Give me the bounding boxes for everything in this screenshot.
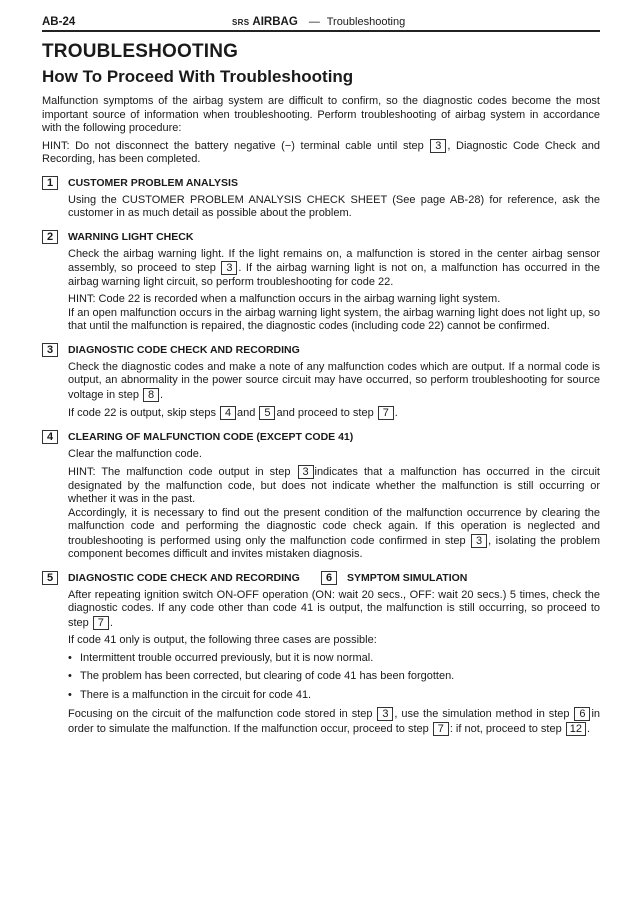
step-ref-box: 3 (471, 534, 487, 548)
text-run: . (160, 388, 164, 401)
text-run: If code 22 is output, skip steps (68, 407, 220, 419)
text-run: HINT: The malfunction code output in step (68, 466, 297, 478)
focus-text (68, 707, 600, 736)
case-item: • Intermittent trouble occurred previously, but it is now normal. (68, 652, 600, 666)
step-text: Clear the malfunction code. (68, 447, 202, 460)
text-run: Check the airbag warning light. If the light remains on, a malfunction is stored in the center airbag sensor assembly, so proceed to step (68, 247, 600, 274)
step-text (68, 248, 600, 290)
page-title: TROUBLESHOOTING (42, 41, 239, 62)
step-hint (68, 465, 600, 507)
text-run: After repeating ignition switch ON-OFF operation (ON: wait 20 secs., OFF: wait 20 secs.) 5 times, check the diagnostic codes. If any code other than code 41 is output, the malfunction is still occurring, so proceed to step (68, 588, 600, 629)
page-number: AB-24 (42, 16, 76, 28)
step-text (68, 361, 600, 403)
step-ref-box: 3 (298, 465, 314, 479)
step-body (68, 248, 600, 334)
text-run: and (237, 407, 256, 419)
text-run: : if not, proceed to step (449, 722, 565, 735)
text-run: . (587, 722, 591, 735)
step-ref-box: 4 (220, 406, 236, 420)
step-text (68, 589, 600, 631)
cases-list (68, 652, 600, 703)
step-5-heading (42, 571, 321, 585)
step-4 (42, 430, 600, 562)
step-number-box: 5 (42, 571, 58, 585)
step-text: Using the CUSTOMER PROBLEM ANALYSIS CHECK SHEET (See page AB-28) for reference, ask the customer in as much detail as possible about the problem. (68, 193, 600, 219)
text-run: and proceed to step (276, 407, 377, 419)
text-run: Accordingly, it is necessary to find out the present condition of the malfunction occurrence by clearing the malfunction code and performing the diagnostic code check again. If this operation is neglected and troubleshooting is performed using only the malfunction code confirmed in step (68, 506, 600, 547)
step-title: CUSTOMER PROBLEM ANALYSIS (68, 176, 238, 189)
section-name: AIRBAG (252, 16, 298, 28)
text-run: indicates that a malfunction has occurred in the circuit designated by the malfunction code, but does not indicate whether the malfunction is still occurring or whether it was in the past. (68, 466, 600, 505)
step-title: DIAGNOSTIC CODE CHECK AND RECORDING (68, 571, 300, 584)
text-run: Check the diagnostic codes and make a note of any malfunction codes which are output. If a normal code is output, an abnormality in the power source circuit may have occurred, so perform troubleshooting for source voltage in step (68, 360, 600, 401)
step-2 (42, 230, 600, 334)
step-body (68, 194, 600, 221)
step-number-box: 2 (42, 230, 58, 244)
step-1 (42, 176, 600, 221)
step-heading (42, 430, 600, 444)
step-heading-pair (42, 571, 600, 585)
text-run: , use the simulation method in step (394, 708, 574, 720)
intro-paragraph: Malfunction symptoms of the airbag system are difficult to confirm, so the diagnostic codes become the most important source of information when troubleshooting. Perform troubleshooting of airbag system in accordance with the following procedure: (42, 95, 600, 134)
document-page (42, 10, 600, 745)
step-number-box: 1 (42, 176, 58, 190)
header-dash: — (308, 16, 320, 28)
running-header (42, 10, 600, 32)
step-ref-box: 3 (430, 139, 446, 153)
step-6-heading (321, 571, 600, 585)
step-ref-box: 12 (566, 722, 586, 736)
step-body (68, 361, 600, 421)
hint-text: , Diagnostic Code Check and Recording, has been completed. (42, 139, 601, 165)
step-number-box: 6 (321, 571, 337, 585)
text-run: . (394, 407, 398, 419)
step-hint: HINT: Code 22 is recorded when a malfunction occurs in the airbag warning light system. (68, 293, 501, 305)
step-title: WARNING LIGHT CHECK (68, 230, 194, 243)
text-run: in order to simulate the malfunction. If the malfunction occur, proceed to step (68, 708, 600, 735)
step-number-box: 3 (42, 343, 58, 357)
step-ref-box: 7 (93, 616, 109, 630)
system-prefix: SRS (232, 18, 250, 27)
step-heading (42, 230, 600, 244)
text-run: . If the airbag warning light is not on, a malfunction has occurred in the airbag warning light circuit, so perform troubleshooting for code 22. (68, 262, 600, 288)
step-heading (42, 176, 600, 190)
step-ref-box: 7 (378, 406, 394, 420)
step-ref-box: 6 (574, 707, 590, 721)
hint-text: HINT: Do not disconnect the battery negative (−) terminal cable until step (42, 139, 430, 152)
step-ref-box: 3 (377, 707, 393, 721)
case-item: • The problem has been corrected, but clearing of code 41 has been forgotten. (68, 670, 600, 684)
step-ref-box: 3 (221, 261, 237, 275)
cases-intro: If code 41 only is output, the following three cases are possible: (68, 634, 377, 646)
step-title: CLEARING OF MALFUNCTION CODE (EXCEPT CODE 41) (68, 430, 354, 443)
step-title: DIAGNOSTIC CODE CHECK AND RECORDING (68, 343, 300, 356)
step-note: If an open malfunction occurs in the airbag warning light system, the airbag warning light does not light up, so that until the malfunction is repaired, the diagnostic codes (including code 22) cannot be confirmed. (68, 306, 600, 332)
text-run: Focusing on the circuit of the malfunction code stored in step (68, 708, 377, 720)
intro-hint (42, 139, 600, 167)
text-run: , isolating the problem component becomes difficult and invites mistaken diagnosis. (68, 534, 600, 560)
step-skip-text (68, 406, 600, 421)
page-subtitle: How To Proceed With Troubleshooting (42, 67, 354, 86)
step-body (68, 448, 600, 562)
case-item: • There is a malfunction in the circuit for code 41. (68, 689, 600, 703)
step-ref-box: 7 (433, 722, 449, 736)
step-note (68, 507, 600, 562)
step-ref-box: 5 (259, 406, 275, 420)
step-body (68, 589, 600, 737)
step-3 (42, 343, 600, 421)
header-topic: Troubleshooting (326, 16, 406, 28)
step-number-box: 4 (42, 430, 58, 444)
text-run: . (109, 616, 113, 629)
step-ref-box: 8 (143, 388, 159, 402)
step-heading (42, 343, 600, 357)
step-5-6 (42, 571, 600, 737)
step-title: SYMPTOM SIMULATION (347, 571, 468, 584)
header-section (232, 16, 405, 28)
